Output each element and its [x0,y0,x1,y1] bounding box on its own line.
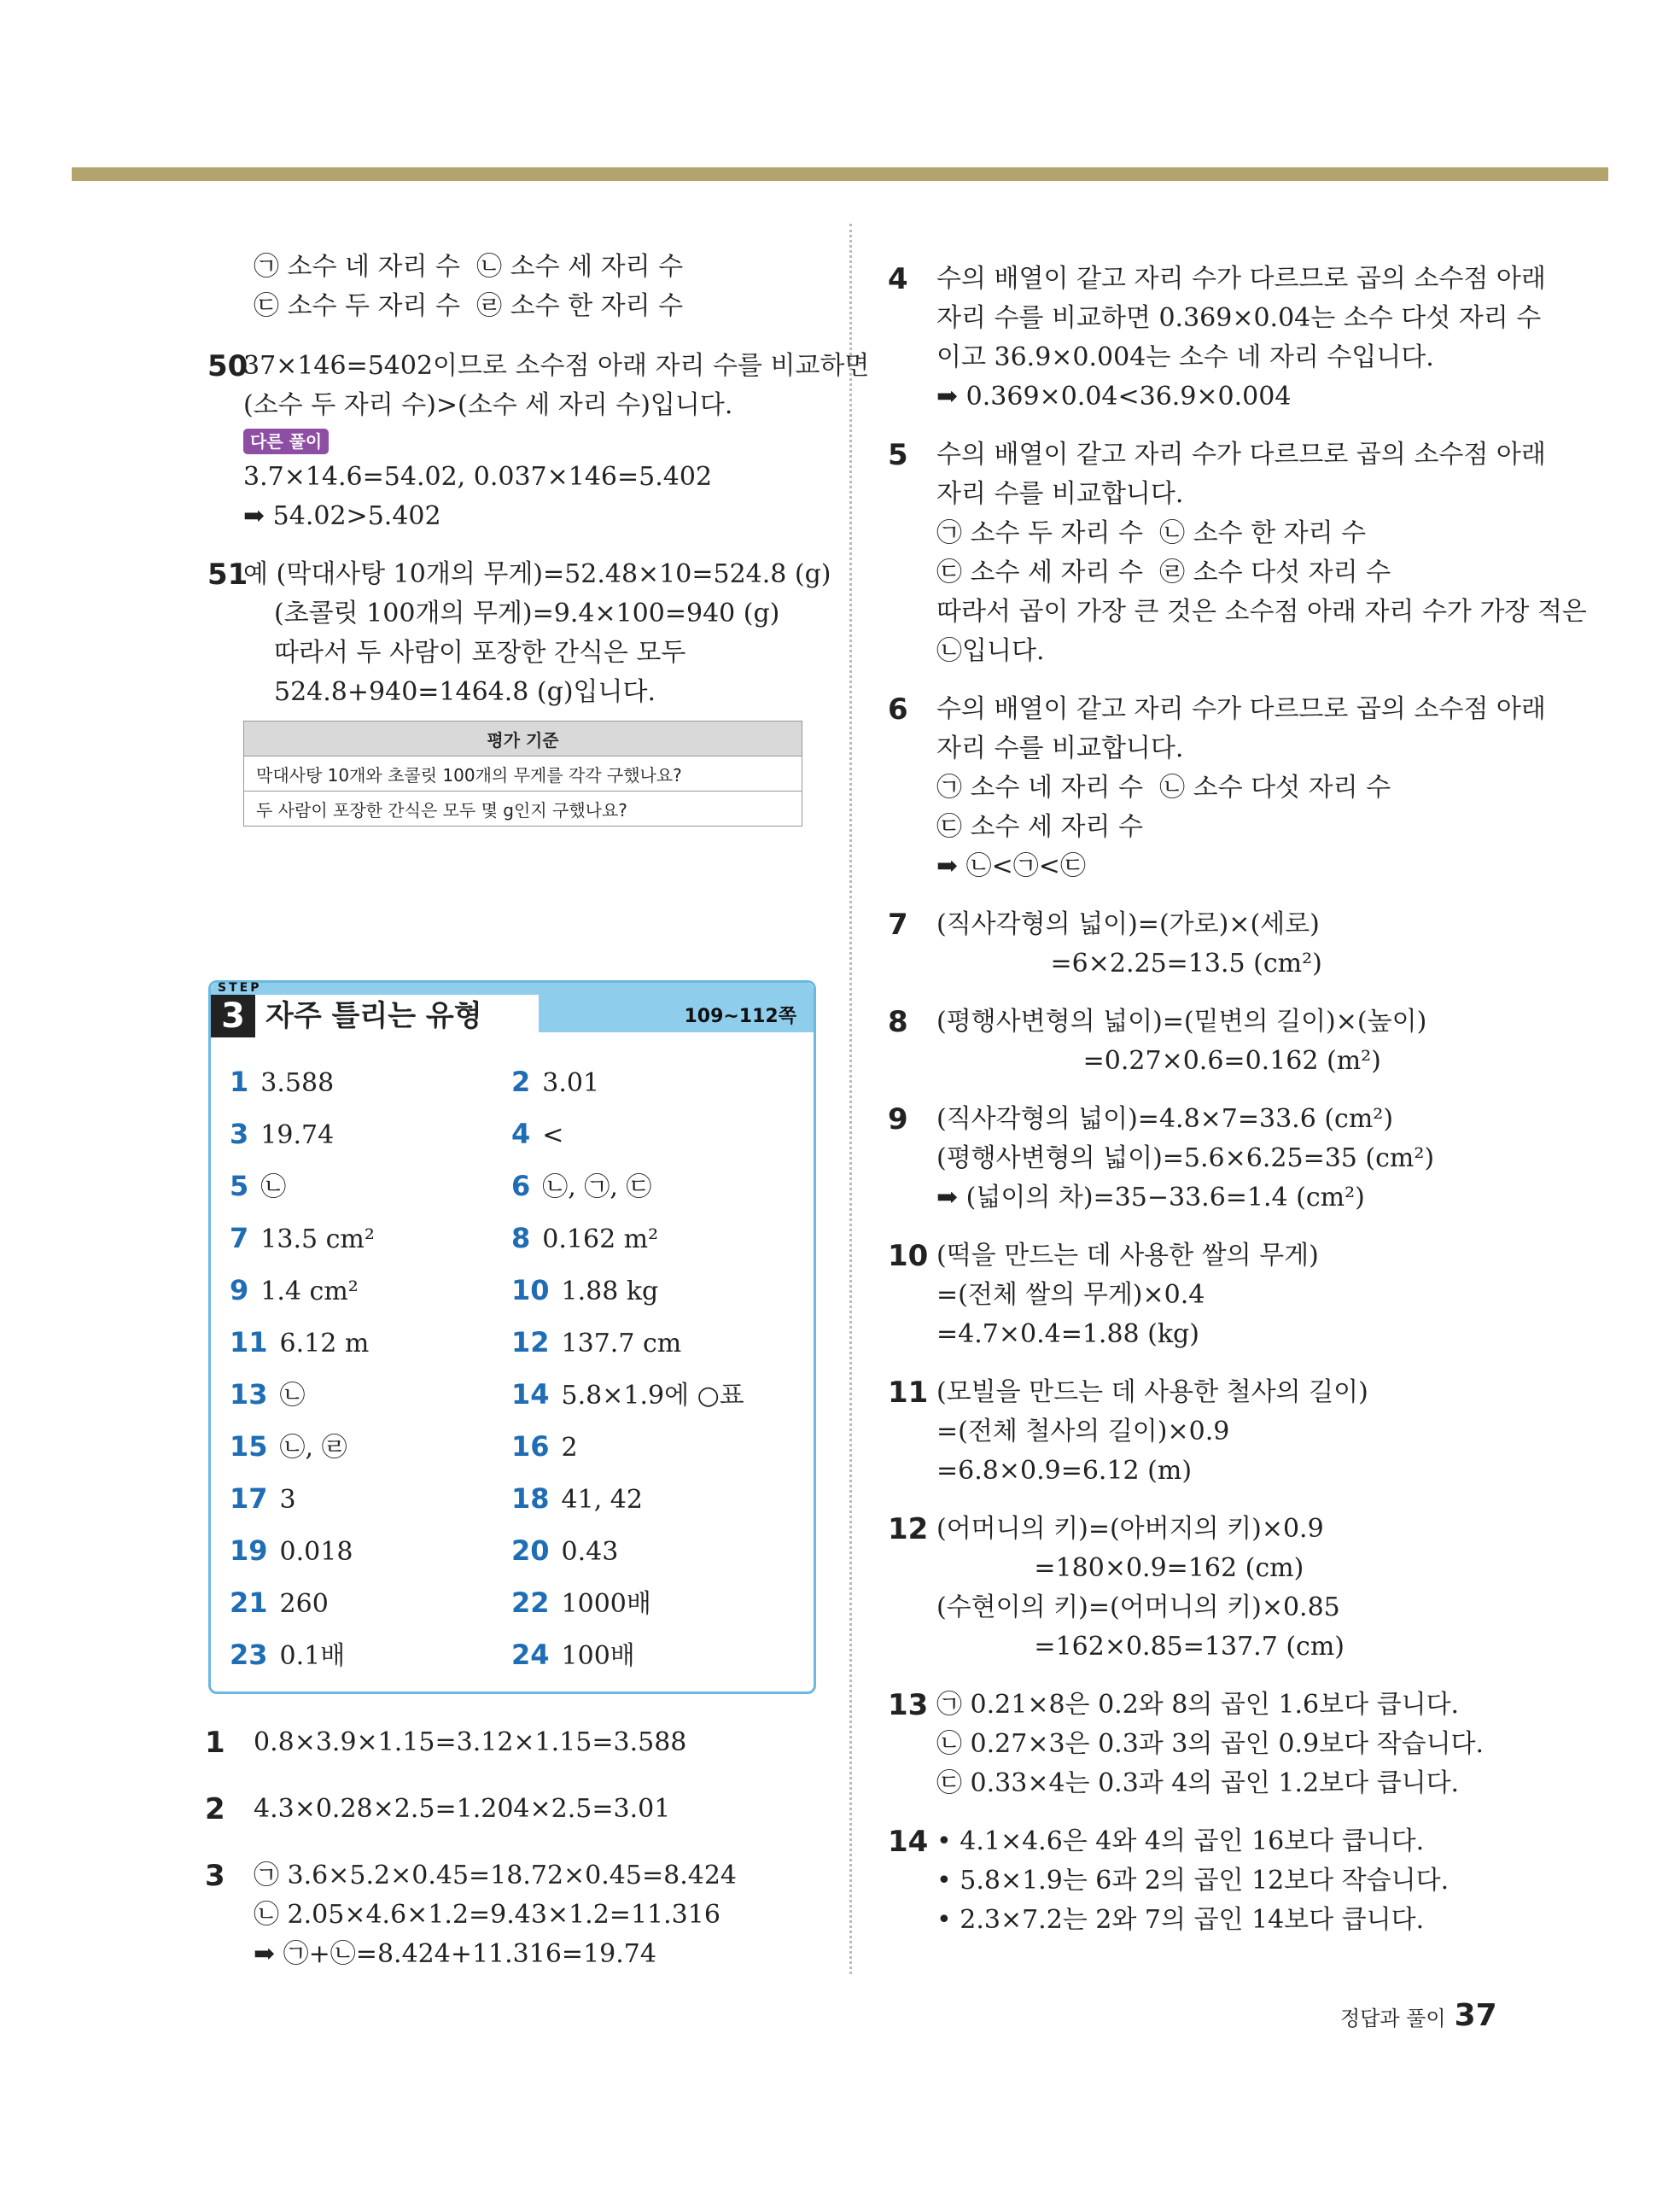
answer-value: 5.8×1.9에 ○표 [561,1381,744,1411]
text-line: ➡ 0.369×0.04<36.9×0.004 [936,382,1292,412]
solution-7 [888,905,1537,984]
question-number: 7 [888,908,908,942]
top-bar [72,167,1608,181]
text-line: 3.7×14.6=54.02, 0.037×146=5.402 [243,462,713,492]
text-line: (떡을 만드는 데 사용한 쌀의 무게) [936,1241,1319,1271]
text-line: 자리 수를 비교하면 0.369×0.04는 소수 다섯 자리 수 [936,303,1542,333]
text-line: (수현이의 키)=(어머니의 키)×0.85 [936,1592,1340,1622]
solution-13 [888,1686,1537,1803]
answer-number: 2 [511,1066,531,1098]
text-line: (모빌을 만드는 데 사용한 철사의 길이) [936,1377,1368,1407]
answer-number: 15 [230,1430,268,1463]
text-line: ➡ 54.02>5.402 [243,501,441,531]
question-number: 51 [207,558,248,592]
text-line: ㉢ 0.33×4는 0.3과 4의 곱인 1.2보다 큽니다. [936,1768,1460,1798]
text-line: 따라서 곱이 가장 큰 것은 소수점 아래 자리 수가 가장 적은 [936,597,1587,627]
text-line: (초콜릿 100개의 무게)=9.4×100=940 (g) [274,599,780,628]
text-line: ㉠ 3.6×5.2×0.45=18.72×0.45=8.424 [254,1861,738,1890]
text-line: =(전체 쌀의 무게)×0.4 [936,1280,1205,1310]
question-number: 1 [205,1726,225,1760]
question-number: 11 [888,1376,929,1410]
text-line: 자리 수를 비교합니다. [936,733,1184,763]
solution-4 [888,260,1546,417]
answer-item [511,1065,599,1101]
answer-item [230,1221,375,1257]
answer-value: ㉡ [279,1381,306,1411]
question-number: 3 [205,1859,225,1893]
question-number: 6 [888,692,908,727]
answer-number: 21 [230,1586,268,1619]
text-line: ➡ ㉠+㉡=8.424+11.316=19.74 [254,1939,656,1969]
answer-item [230,1429,347,1465]
text-line: 자리 수를 비교합니다. [936,479,1184,509]
table-header: 평가 기준 [244,722,802,757]
answer-value: < [542,1120,564,1150]
answer-item [511,1169,651,1205]
text-line: (직사각형의 넓이)=(가로)×(세로) [936,909,1320,939]
step-label: STEP [218,981,262,995]
text-line: (소수 두 자리 수)>(소수 세 자리 수)입니다. [243,390,733,420]
answer-number: 11 [230,1326,268,1358]
answer-number: 24 [511,1639,550,1671]
answer-number: 16 [511,1430,550,1463]
answer-item [230,1638,345,1674]
answer-value: 3.588 [260,1068,335,1098]
question-number: 50 [207,349,248,383]
answer-item [511,1534,618,1569]
solution-9 [888,1100,1537,1218]
answer-number: 14 [511,1378,550,1411]
text-line: (직사각형의 넓이)=4.8×7=33.6 (cm²) [936,1104,1394,1134]
answer-number: 20 [511,1534,550,1567]
question-number: 14 [888,1825,929,1859]
answer-item [230,1117,334,1153]
answer-number: 3 [230,1118,249,1150]
text-line: =(전체 철사의 길이)×0.9 [936,1417,1230,1446]
answer-item [230,1273,359,1309]
answer-item [511,1377,744,1413]
answer-number: 10 [511,1274,550,1306]
text-line: ㉠ 소수 두 자리 수 ㉡ 소수 한 자리 수 [936,518,1367,548]
text-line: 0.8×3.9×1.15=3.12×1.15=3.588 [254,1727,687,1757]
text-line: =6.8×0.9=6.12 (m) [936,1456,1193,1486]
text-line: • 2.3×7.2는 2와 7의 곱인 14보다 큽니다. [936,1905,1425,1935]
question-number: 8 [888,1005,908,1039]
step-pages: 109~112쪽 [684,1006,796,1027]
answer-item [230,1377,306,1413]
text-line: • 5.8×1.9는 6과 2의 곱인 12보다 작습니다. [936,1866,1450,1896]
table-row: 막대사탕 10개와 초콜릿 100개의 무게를 각각 구했나요? [244,757,802,792]
answer-value: 6.12 m [279,1329,370,1358]
step-title: 자주 틀리는 유형 [255,995,539,1037]
answer-item [511,1117,563,1153]
answer-item [230,1065,334,1101]
text-line: ㉠ 소수 네 자리 수 ㉡ 소수 다섯 자리 수 [936,773,1391,803]
answer-number: 5 [230,1170,249,1202]
text-line: ㉢ 소수 두 자리 수 ㉣ 소수 한 자리 수 [254,291,684,321]
answer-item [511,1481,643,1517]
answer-item [511,1586,651,1621]
text-line: =162×0.85=137.7 (cm) [936,1632,1345,1662]
text-line: 따라서 두 사람이 포장한 간식은 모두 [274,638,686,668]
answer-value: ㉡, ㉠, ㉢ [542,1172,652,1202]
answer-item [511,1638,635,1674]
question-number: 10 [888,1239,929,1273]
text-line: =6×2.25=13.5 (cm²) [936,949,1322,979]
question-number: 2 [205,1792,225,1826]
answer-item [230,1481,296,1517]
solution-2 [205,1790,820,1829]
answer-value: 0.1배 [279,1641,346,1671]
answer-item [511,1221,658,1257]
text-line: 수의 배열이 같고 자리 수가 다르므로 곱의 소수점 아래 [936,440,1546,470]
page-number: 37 [1454,1998,1497,2033]
table-row: 두 사람이 포장한 간식은 모두 몇 g인지 구했나요? [244,792,802,827]
answer-item [511,1429,578,1465]
answer-value: 0.018 [279,1537,353,1567]
solution-12 [888,1510,1537,1667]
text-line: (평행사변형의 넓이)=5.6×6.25=35 (cm²) [936,1143,1435,1173]
text-line: ➡ (넓이의 차)=35−33.6=1.4 (cm²) [936,1183,1365,1212]
answer-number: 7 [230,1222,249,1254]
answer-value: 41, 42 [561,1485,643,1515]
left-column [205,248,870,827]
answer-number: 17 [230,1482,268,1515]
text-line: 예 (막대사탕 10개의 무게)=52.48×10=524.8 (g) [243,559,831,589]
answer-number: 4 [511,1118,531,1150]
answer-item [511,1325,681,1361]
question-number: 9 [888,1102,908,1136]
left-solutions [205,1723,820,1974]
answer-value: 137.7 cm [561,1329,682,1358]
answer-value: 13.5 cm² [260,1224,375,1254]
page-footer [1340,1998,1497,2033]
answer-value: 1.4 cm² [260,1277,359,1306]
text-line: 수의 배열이 같고 자리 수가 다르므로 곱의 소수점 아래 [936,694,1546,724]
answer-value: 0.162 m² [542,1224,659,1254]
text-line: =4.7×0.4=1.88 (kg) [936,1319,1199,1349]
text-line: =180×0.9=162 (cm) [936,1553,1304,1583]
question-51 [205,555,831,827]
solution-14 [888,1822,1537,1940]
answer-value: 2 [561,1433,578,1463]
step-number: 3 [211,995,255,1037]
solution-11 [888,1373,1537,1491]
answer-item [230,1325,369,1361]
answer-number: 13 [230,1378,268,1411]
solution-8 [888,1002,1537,1081]
question-50 [205,347,870,536]
right-column [888,260,1587,1940]
solution-10 [888,1236,1537,1354]
text-line: (평행사변형의 넓이)=(밑변의 길이)×(높이) [936,1007,1427,1037]
step3-answer-box [208,980,816,1694]
text-line: 524.8+940=1464.8 (g)입니다. [274,677,656,707]
text-line: 이고 36.9×0.004는 소수 네 자리 수입니다. [936,342,1434,372]
text-line: ㉠ 0.21×8은 0.2와 8의 곱인 1.6보다 큽니다. [936,1690,1460,1720]
text-line: ㉠ 소수 네 자리 수 ㉡ 소수 세 자리 수 [254,252,684,282]
footer-label: 정답과 풀이 [1340,2007,1446,2030]
text-line: ㉢ 소수 세 자리 수 [936,812,1144,842]
answer-item [230,1169,286,1205]
solution-5 [888,435,1587,671]
answer-value: 260 [279,1589,329,1619]
text-line: =0.27×0.6=0.162 (m²) [936,1046,1381,1076]
answer-number: 18 [511,1482,550,1515]
text-line: • 4.1×4.6은 4와 4의 곱인 16보다 큽니다. [936,1826,1425,1856]
answer-number: 22 [511,1586,550,1619]
answer-value: 100배 [561,1641,635,1671]
solution-3 [205,1856,820,1974]
text-line: 수의 배열이 같고 자리 수가 다르므로 곱의 소수점 아래 [936,264,1546,294]
text-line: ➡ ㉡<㉠<㉢ [936,851,1086,881]
answer-number: 8 [511,1222,531,1254]
alt-solution-badge: 다른 풀이 [243,429,329,454]
solution-1 [205,1723,820,1762]
answer-number: 12 [511,1326,550,1358]
answer-value: 0.43 [561,1537,619,1567]
answer-number: 6 [511,1170,531,1202]
answer-value: 3.01 [542,1068,600,1098]
text-line: (어머니의 키)=(아버지의 키)×0.9 [936,1514,1324,1544]
answer-number: 19 [230,1534,268,1567]
answer-value: ㉡, ㉣ [279,1433,347,1463]
question-number: 13 [888,1688,929,1722]
answer-value: 1000배 [561,1589,651,1619]
answer-value: 1.88 kg [561,1277,659,1306]
question-number: 5 [888,438,908,472]
answer-item [230,1534,353,1569]
text-line: 37×146=5402이므로 소수점 아래 자리 수를 비교하면 [243,351,870,381]
text-line: ㉡입니다. [936,636,1045,666]
question-number: 4 [888,262,908,296]
text-line: ㉢ 소수 세 자리 수 ㉣ 소수 다섯 자리 수 [936,558,1391,587]
text-line: ㉡ 0.27×3은 0.3과 3의 곱인 0.9보다 작습니다. [936,1729,1485,1759]
column-divider [849,224,852,1974]
answer-number: 1 [230,1066,249,1098]
answer-value: ㉡ [260,1172,287,1202]
answer-item [230,1586,329,1621]
question-number: 12 [888,1512,929,1546]
text-line: 4.3×0.28×2.5=1.204×2.5=3.01 [254,1794,671,1824]
evaluation-table [243,721,802,827]
answer-value: 19.74 [260,1120,335,1150]
answer-number: 9 [230,1274,249,1306]
answer-number: 23 [230,1639,268,1671]
solution-6 [888,690,1546,886]
text-line: ㉡ 2.05×4.6×1.2=9.43×1.2=11.316 [254,1900,720,1930]
answer-item [511,1273,658,1309]
answer-value: 3 [279,1485,296,1515]
